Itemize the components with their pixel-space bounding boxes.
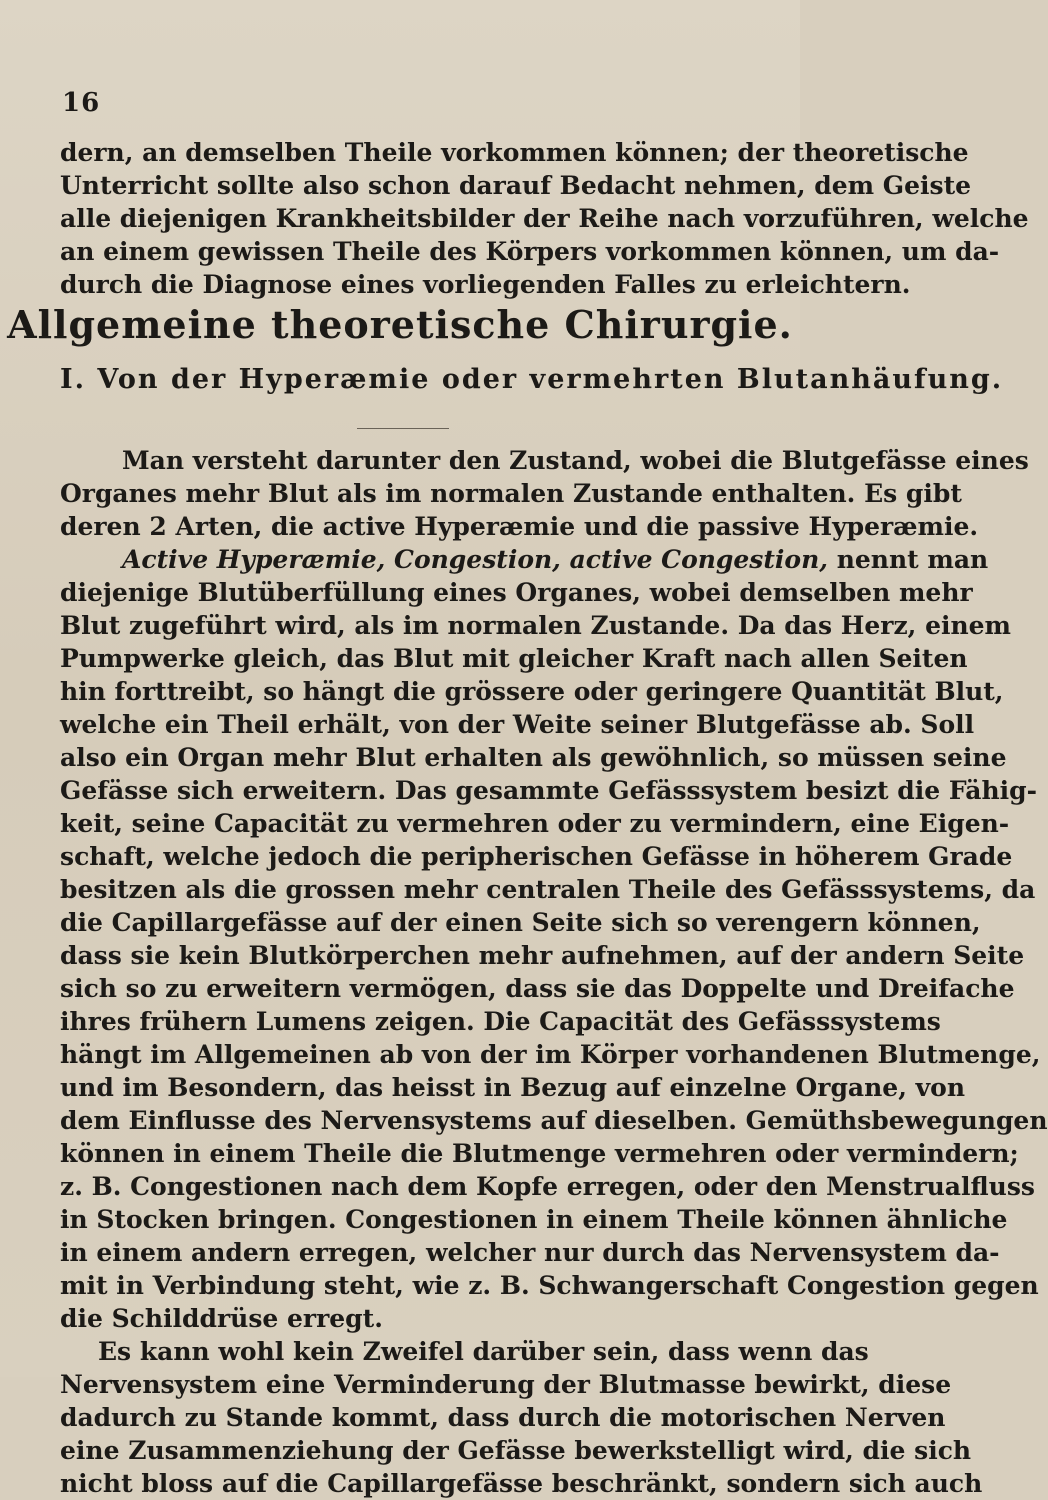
text-line: Es kann wohl kein Zweifel darüber sein, dass wenn das (98, 1337, 869, 1366)
text-line: dass sie kein Blutkörperchen mehr aufnehmen, auf der andern Seite (60, 941, 1025, 970)
text-line: Organes mehr Blut als im normalen Zustande enthalten. Es gibt (60, 479, 962, 508)
text-line: sich so zu erweitern vermögen, dass sie das Doppelte und Dreifache (60, 974, 1015, 1003)
text-line: schaft, welche jedoch die peripherischen Gefässe in höherem Grade (60, 842, 1013, 871)
text-line: Gefässe sich erweitern. Das gesammte Gefässsystem besizt die Fähig- (60, 776, 1037, 805)
text-line: z. B. Congestionen nach dem Kopfe erregen, oder den Menstrualfluss (60, 1172, 1035, 1201)
text-line: dern, an demselben Theile vorkommen können; der theoretische (60, 138, 969, 167)
text-line: keit, seine Capacität zu vermehren oder zu vermindern, eine Eigen- (60, 809, 1010, 838)
text-line: dem Einflusse des Nervensystems auf dieselben. Gemüthsbewegungen (60, 1106, 1048, 1135)
text-fragment: nennt man (827, 545, 989, 574)
text-line: eine Zusammenziehung der Gefässe bewerkstelligt wird, die sich (60, 1436, 972, 1465)
intro-paragraph (60, 136, 1029, 301)
text-line: nicht bloss auf die Capillargefässe beschränkt, sondern sich auch (60, 1469, 983, 1498)
text-line: die Capillargefässe auf der einen Seite sich so verengern können, (60, 908, 981, 937)
text-line: mit in Verbindung steht, wie z. B. Schwangerschaft Congestion gegen (60, 1271, 1039, 1300)
text-line: können in einem Theile die Blutmenge vermehren oder vermindern; (60, 1139, 1019, 1168)
section-title: Allgemeine theoretische Chirurgie. (7, 302, 793, 347)
divider-rule (357, 428, 449, 429)
text-line: und im Besondern, das heisst in Bezug auf einzelne Organe, von (60, 1073, 965, 1102)
text-line: Blut zugeführt wird, als im normalen Zustande. Da das Herz, einem (60, 611, 1012, 640)
page-number: 16 (62, 88, 101, 118)
text-line: in Stocken bringen. Congestionen in einem Theile können ähnliche (60, 1205, 1008, 1234)
text-line: hin forttreibt, so hängt die grössere oder geringere Quantität Blut, (60, 677, 1004, 706)
text-line: in einem andern erregen, welcher nur durch das Nervensystem da- (60, 1238, 1000, 1267)
text-line: durch die Diagnose eines vorliegenden Falles zu erleichtern. (60, 270, 911, 299)
text-line: Man versteht darunter den Zustand, wobei die Blutgefässe eines (122, 446, 1029, 475)
subsection-title: I. Von der Hyperæmie oder vermehrten Blutanhäufung. (60, 364, 1004, 395)
text-line: deren 2 Arten, die active Hyperæmie und die passive Hyperæmie. (60, 512, 979, 541)
text-line: welche ein Theil erhält, von der Weite seiner Blutgefässe ab. Soll (60, 710, 975, 739)
text-line: alle diejenigen Krankheitsbilder der Reihe nach vorzuführen, welche (60, 204, 1029, 233)
text-line: Unterricht sollte also schon darauf Bedacht nehmen, dem Geiste (60, 171, 972, 200)
text-line: Pumpwerke gleich, das Blut mit gleicher Kraft nach allen Seiten (60, 644, 968, 673)
text-line: an einem gewissen Theile des Körpers vorkommen können, um da- (60, 237, 1000, 266)
text-line: besitzen als die grossen mehr centralen Theile des Gefässsystems, da (60, 875, 1036, 904)
text-line: Nervensystem eine Verminderung der Blutmasse bewirkt, diese (60, 1370, 952, 1399)
text-line: diejenige Blutüberfüllung eines Organes, wobei demselben mehr (60, 578, 973, 607)
body-paragraphs (60, 444, 1048, 1500)
text-line: also ein Organ mehr Blut erhalten als gewöhnlich, so müssen seine (60, 743, 1007, 772)
text-line-italic (60, 543, 989, 576)
text-line: ihres frühern Lumens zeigen. Die Capacität des Gefässsystems (60, 1007, 941, 1036)
text-line: die Schilddrüse erregt. (60, 1304, 383, 1333)
text-line: hängt im Allgemeinen ab von der im Körper vorhandenen Blutmenge, (60, 1040, 1041, 1069)
italic-term: Active Hyperæmie, Congestion, active Congestion, (122, 545, 828, 574)
text-line: dadurch zu Stande kommt, dass durch die motorischen Nerven (60, 1403, 946, 1432)
